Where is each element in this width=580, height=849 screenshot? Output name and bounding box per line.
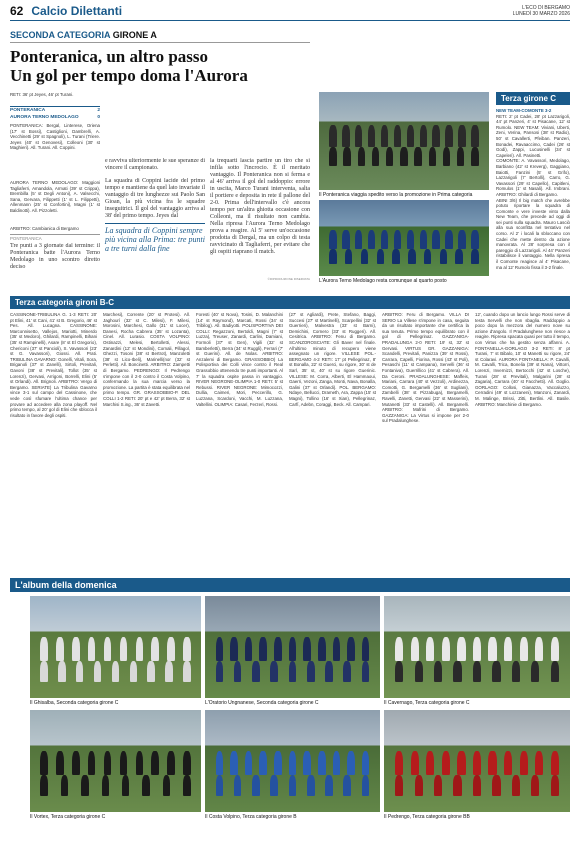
results-col-5: ARBITRO: Feru di Bergamo. VILLA DI SERIO La Villese s'impone in casa, seguita da un risultato importante che certifica la sua tenuta. Primo tempo equilibrato con il gol di Pellegrinaz. GAZZANIGA-PRADALUNGA 2-0 RETI: 19' st, 32' st Gervasi. VIRTUS GR. GAZZANIGA: Scandelli, Previtali, Panizza (39' st Rossi), Carrara, Capelli, Fiorina, Rossi (43' st Poli), Pesaschi (11' st Campana), Servelli (36' st Fontaniva), Guerrillico (41' st Cabrera). All. Da Ceroni. PRADALUNGHESE: Maffeis, Mariani, Carrara (40' st Vezzoli), Ardinezza, Comotti, G. Bergamelli (36' st Sugliani), Zambelli (38' st Pizzabuga), Bergamelli, Ravelli, Zanetti, Gervasi (22' st Masserini), Mutanetti (33' st Castelli). All. Bergamelli. ARBITRO: Mafrini di Bergamo. GAZZANIGA: La Virtus si impone per 2-0 sul Pradalunghese. xyxy=(382,312,469,424)
dateline: PONTERANICA xyxy=(10,236,42,241)
goal-scorers: RETI: 36' pt Jeyes, 46' pt Turani. xyxy=(10,92,74,97)
album-photo-pedrengo xyxy=(384,710,570,812)
album-caption-6: Il Pedrengo, Terza categoria girone BB xyxy=(384,814,470,820)
album-photo-costa-volpino xyxy=(205,710,380,812)
lineup-home: PONTERANICA: Bergal, Linterese, Oriena (17' st Bossi), Castiglioni, Dambrelli, A. Vecchinetti (29' st Spagnoli), L. Turani (Triere. Jeyes (40' st Genovesi), Colleoni (30' st Maghieri). All. Turani. All. Coppini. xyxy=(10,123,100,151)
kicker-rule xyxy=(10,42,310,43)
article-col2-body: La squadra di Coppini lacide del primo tempo e mantiene da quel lato invariate il vantaggio di tre lunghezze sui Paolo San Gioan, la più vicina fra le squadre inseguitrici. Il gol del vantaggio arriva al 38' del primo tempo. Jeyes dal xyxy=(105,178,205,219)
album-caption-3: Il Cavernago, Terza categoria girone C xyxy=(384,700,470,706)
referee: ARBITRO: Cambianica di Bergamo xyxy=(10,226,79,231)
sidebar-title: Terza girone C xyxy=(496,92,570,105)
article-title: Ponteranica, un altro passo Un gol per tempo doma l'Aurora xyxy=(10,47,248,85)
album-caption-4: Il Vortex, Terza categoria girone C xyxy=(30,814,106,820)
pull-quote: La squadra di Coppini sempre più vicina alla Prima: tre punti a tre turni dalla fine xyxy=(105,226,205,253)
results-col-2: Marchesi), Corrente (20' st Protesi). All. Jaghourí (32' st C. Milesi), F. Milesi, Morosini, Marchesi, Gallo (31' st Locer), Danesi, Rocha Cabrera (35' st Lozanta), Cinel. All. Lurasio. COSTA VOLPINO: Ostinazzi, Melesi, Bertolletti, Alessi, Zanardini (12' st Mondini), Cornali, Pillagol, Ghezzi, Tosoni (38' st Bertrot), Manzoletti (38' st Lico-Ibeli), Marinelli(nor (32' st Perletti). All. Boncinetti. ARBITRO: Zampetti di Bergamo. PEDRENGO: Il Pedrengo s'impone con il 2-0 contro il Costa Volpino, confermando la sua marcia verso la promozione. La partita è stata equilibrata nel primo tempo. GR. GRASSOBBIO-P. DEL COLLI 1-2 RETI: 20' pt e 42' pt Berra, 32' st Marchisi S.ing., 36' st Zavetti. xyxy=(103,312,190,407)
results-col-3: Foresti (40' st Nova), Tosini, D. Malanchini (14' st Raymond), Marcati, Rossi (34' st Tribilog). All. Badiyotti. POLISPORTIVA DEI COLLI: Regazzoni, Bertoldi, Magni (7' st Luzza), Treuser, Zanardi, Carlini, Damiani, Formoli (37' st Gen), Vigili (32' st Bamberletti), Berra (34' st Ruggli), Ferrari (7' st Guerini). All. de Nolas. ARBITRO: Anzalemi di Bergamo. GRASSOBBIO) La Polisportiva dei Colli vince contro il Real Grassobbio ottenendo tre punti importanti. Al 7' la squadra ospite passa in vantaggio. RIVER NEGRONE-OLIMPIA 1-0 RETI: 5' st Rebussi. RIVER NEGRONE: Mimocozzi, Dullia, Caimeri, Mori, Peccerillo, G. Luzzana, Scardoni, Vacchi, M. Luzzana, Valtellini. OLIMPIA: Casari, Ferzeri, Rossi. xyxy=(196,312,283,407)
results-col-4: (27' st Agliardi), Prete, Stefano, Baggi, Succesi (27' st Martinelli), Scarpellini (32' st Guerrieri), Malvestra (33' st Barni), Demichini, Cornero (33' st Ruggeri). All. Cesitrica. ARBITRO: Fenu di Bergamo. SCANZOROSCIATE: Gli Baver nel finale. All'ultimo minuto di recupero viene assegnato un rigore. VILLESE POL.-BERGAMO 4-2 RETI: 17' pt Pellegrinaz, 8' st Bonalla, 22' st Guerci, su rigore, 30' st de Sarl, 35' st, 40' st su rigore Guerinic. VILLESE: M. Corra, Alberti, El Hammaoui, Gaerri, Vezoni, Zanga, Monti, Nava, Bonalla, Galini (37' st Orlandi). POL. BERGAMO: Ndaye, Bellucci, Drameth, Ara, Zappa (15' st Magni), Tollino (16' st Xian), Pellegrinaz, Carfí, Adebn, Coraggi, Beck. All. Campari. xyxy=(289,312,376,407)
team-photo-aurora xyxy=(319,200,489,276)
article-col3: la trequarti lascia partire un tiro che si infila sotto l'incrocio. È il meritato vantaggio. Il Ponteranica non si ferma e al 46' arriva il gol del raddoppio: errore in uscita, Marco Turani interventa, salta il portiere e deposita in rete il pallone del 2-0. Prima dell'intervallo c'è ancora tempo per un'altra ghiotta occasione con Colleoni, ma il risultato non cambia. Nella ripresa l'Aurora Terno Medolago prova a reagire. Al 5' serve un'occasione prodotta di Dergal, ma un colpo di testa ravvicinato di Tagliaferri, per evitare che gli ospiti riaprano il match. xyxy=(210,158,310,255)
results-col-1: CASSINONE-TRIBULINA G. 1-3 RETI: 20' pt Elini, 41' st Cani, 41' st B. Gregorio, 46' st Pes. All. Lucagna. CASSINONE: Marconnisetto, Vallejos, Mariotti, Minerdo (35' st Medoro), Ghilardi, Rampinelli, Bihani (35' st Rampinelli), Asare (8' st El Gregorio), Chericoni (37' st Pancioli), S. Vavassori (23' st G. Vavassori), Giossi. All. Prati. TRIBULINA GAVARNO: Gonelli, Vitali, Sora, Briganoli (37' st Zanelli), Sirtoli, Previtali, Gavoni (38' st Previtali), Tollot (35' st Lorenzi), Gervasi, Arrigoni, Borrelli, Elini (5' st Orlandi). All. Brignoli. ARBITRO: Vergo di Bergamo. SERIATE) La Tribulina Gavarno vince 3-1 sul campo del Cassinone, che vede così sfumare l'ultima chance per provare ad accedere alla zona playoff. Nel primo tempo, al 20' gol di Elini che sblocca il risultato in favore degli ospiti. xyxy=(10,312,97,418)
score-away: AURORA TERNO MEDOLAGO 0 xyxy=(10,115,100,120)
section-title: Calcio Dilettanti xyxy=(31,4,123,18)
album-photo-vortex xyxy=(30,710,201,812)
album-photo-ghisalba xyxy=(30,596,201,698)
album-caption-2: L'Oratorio Ungnanese, Seconda categoria girone C xyxy=(205,700,319,706)
publication-info xyxy=(513,5,570,17)
article-col2-top: e ravviva ulteriormente le sue speranze di vincere il campionato. xyxy=(105,158,205,171)
article-credit: ©RIPRODUZIONE RISERVATA xyxy=(267,277,310,281)
score-home: PONTERANICA 2 xyxy=(10,108,100,113)
band-album: L'album della domenica xyxy=(10,578,570,592)
sidebar-body: NEW TEAM-COMONTE 3-2 RETI: 2' pt Cadei, 28' pt Lazzarigoli, 44' pt Panzeri, 4' st Pisacane, 12' st Rumolo. NEW TEAM: Viviani, Uberti, Zeni, Verina, Pansosi (38' st Radio), 50' st Cavallerti, Pfeiban. Panzeri, Bonadei, Ravaaccimo, Cadei (26' st Godi), Zappi, Lucusinelli (34' st Capeleri). All. Pasinetti. COMONTE: A. Vavassori, Medolago, Barbiano (42' st Kreverg), Gaggiano, Baiotti, Fanzini (5' st Grifo), Lazzarigoli (7' Bertolli), Carro, G. Vavassori (29' st Capello), Capitleni, Romulos (1' st Nasali). All. Imbrani. ARBITRO: Ghilardi di Bergamo. ABINI 3/6) Il big match che avrebbe potuto riportare la squadra di Comonte e vere investe vinto dalla New Team, che precede ad oggi di sei punti sulla squadra. Mauro Lasciò alla sua sconfitta nel tentativo nel corso. Al 2' i locali la sbloccano con Cadei che mette dentro da azione manovrata. Al 28' sorpresa con il pareggio di Lazzarigoli. Al 44' Panzeri ristabilisce il vantaggio. Nella ripresa il Comonte reagisce al 4' Pisacane, ma al 12' Rumolo fissa il 3-2 finale. xyxy=(496,108,570,270)
team-photo-ponteranica xyxy=(319,92,489,190)
lineup-away: AURORA TERNO MEDOLAGO: Maggioni Tagliaferri, Amandola, Armati (39' st Crippa), Brembilla (5' st Degli Antoni), A. Valsecchi, Sana, Gervara, Filippetti (1' st L. Filippetti), Allenmann (25' st Confortini), Magni (1' st Baldinotti). All. Pizzoletti. xyxy=(10,180,100,213)
photo-caption-top: Il Ponteranica viaggia spedito verso la promozione in Prima categoria xyxy=(319,192,473,198)
page-header xyxy=(10,4,570,18)
album-photo-ungnanese xyxy=(205,596,380,698)
band-terza-bc: Terza categoria gironi B-C xyxy=(10,296,570,309)
publication-date: LUNEDÌ 30 MARZO 2026 xyxy=(512,11,570,17)
photo-caption-mid: L'Aurora Terno Medolago resta comunque al quarto posto xyxy=(319,278,447,284)
page-number: 62 xyxy=(10,4,24,18)
publication-name: L'ECO DI BERGAMO xyxy=(522,5,570,11)
album-caption-1: Il Ghisalba, Seconda categoria girone C xyxy=(30,700,119,706)
header-rule xyxy=(10,20,570,21)
article-lead: Tre punti a 3 giornate dal termine: il Ponteranica batte l'Aurora Terno Medolago in uno scontro diretto deciso xyxy=(10,243,100,270)
album-photo-cavernago xyxy=(384,596,570,698)
kicker: SECONDA CATEGORIA GIRONE A xyxy=(10,30,157,40)
results-col-6: 12', cuando dopo un lancio lungo Rossi serve di testa Servelli che non sbaglia. Raddoppio a poco dopo la mezzora del numero nove su azione d'angolo. Il Pradalunghese non riesce a reagire. Ripresa spacata quasi per tutto il tempo, con Virtus che ha gestito senza affanni. A. FONTANELLA-GORLAGO 3-2 RETI: 8' pt Turani, 7' st Bibalo, 10' st Manetti su rigore, 24' st Colaravi. AURORA FONTANELLA: P. Cavalli, M. Cavalli, Trica, Bonelia (39' st Nana), Vittorri, Lorenzi, Invernizzi, Bertocchi (42' st Losche), Turani (28' st Previtali), Malgarini (28' st Zagaria), Carrara (40' st Facchetti). All. Goglio. GORLAGO: Collosi, Gianazza, Vaccaluzzo, Cerradini (49' st Lozzaneni), Manzoni, Zanardi, M. Malinge, Brissi, Zitti, Bertlini. All. Basile. ARBITRO: Manchinie di Bergamo. xyxy=(475,312,570,407)
album-caption-5: Il Costa Volpino, Terza categoria girone B xyxy=(205,814,297,820)
